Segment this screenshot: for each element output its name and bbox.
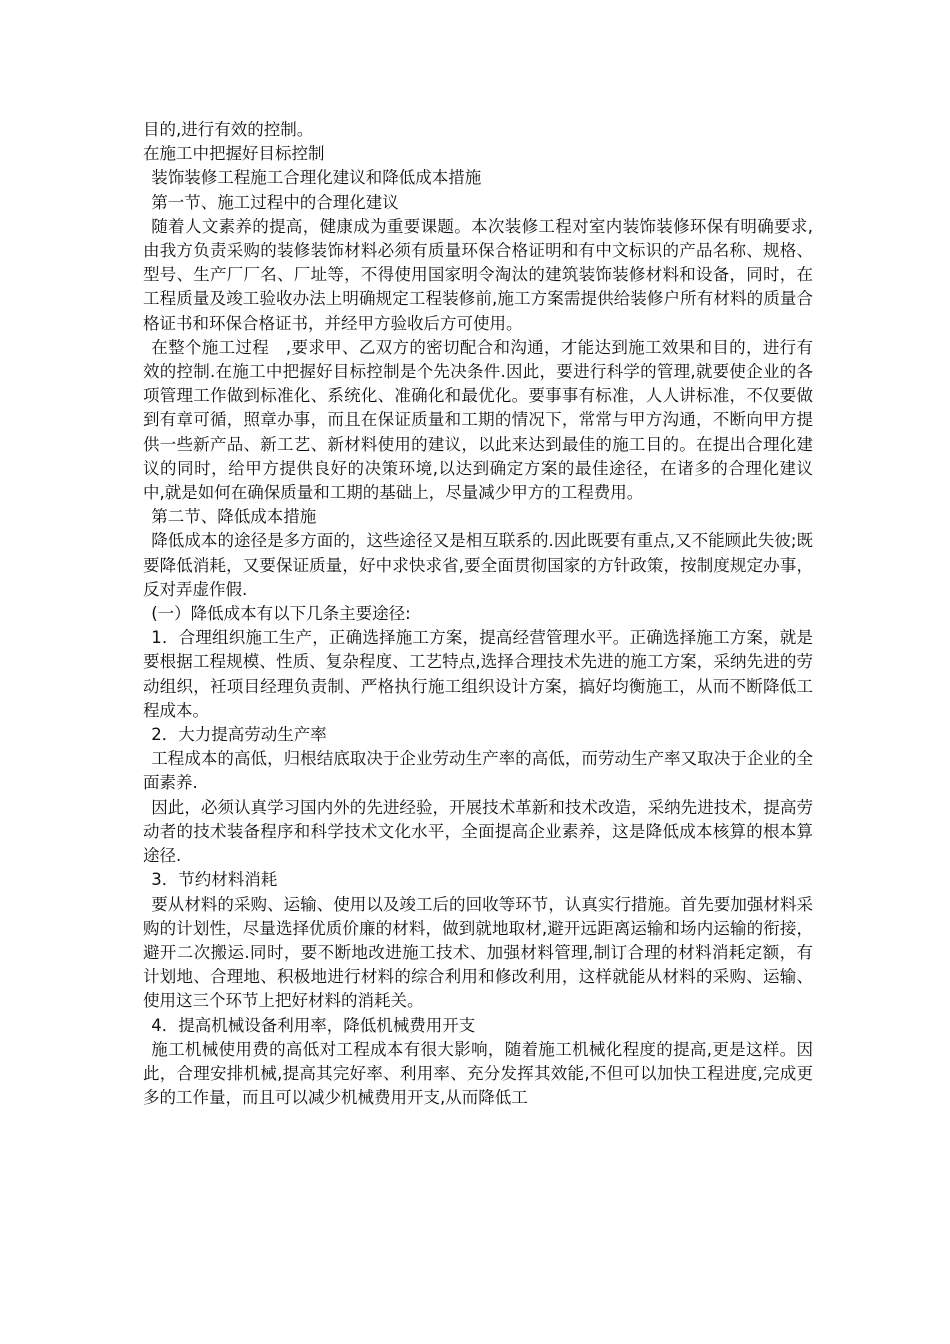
paragraph-cost-reduction: 降低成本的途径是多方面的，这些途径又是相互联系的.因此既要有重点,又不能顾此失彼;既要降低消耗，又要保证质量，好中求快求省,要全面贯彻国家的方针政策，按制度规定办事，反对弄虚作假.	[143, 531, 813, 599]
document-body	[143, 118, 813, 1110]
list-heading: (一）降低成本有以下几条主要途径:	[151, 604, 411, 624]
paragraph-productivity: 工程成本的高低，归根结底取决于企业劳动生产率的高低，而劳动生产率又取决于企业的全面素养.	[143, 749, 813, 793]
paragraph-target-control: 在施工中把握好目标控制	[143, 144, 325, 164]
list-item-1: 1．合理组织施工生产，正确选择施工方案，提高经营管理水平。正确选择施工方案，就是要根据工程规模、性质、复杂程度、工艺特点,选择合理技术先进的施工方案，采纳先进的劳动组织，衽项目经理负责制、严格执行施工组织设计方案，搞好均衡施工，从而不断降低工程成本。	[143, 628, 813, 720]
paragraph-construction-process: 在整个施工过程 ,要求甲、乙双方的密切配合和沟通，才能达到施工效果和目的，进行有效的控制.在施工中把握好目标控制是个先决条件.因此，要进行科学的管理,就要使企业的各项管理工作做到标准化、系统化、准确化和最优化。要事事有标准，人人讲标准，不仅要做到有章可循，照章办事，而且在保证质量和工期的情况下，常常与甲方沟通，不断向甲方提供一些新产品、新工艺、新材料使用的建议，以此来达到最佳的施工目的。在提出合理化建议的同时，给甲方提供良好的决策环境,以达到确定方案的最佳途径，在诸多的合理化建议中,就是如何在确保质量和工期的基础上，尽量减少甲方的工程费用。	[143, 337, 813, 503]
paragraph-environment: 随着人文素养的提高，健康成为重要课题。本次装修工程对室内装饰装修环保有明确要求,由我方负责采购的装修装饰材料必须有质量环保合格证明和有中文标识的产品名称、规格、型号、生产厂厂名、厂址等，不得使用国家明令淘汰的建筑装饰装修材料和设备，同时，在工程质量及竣工验收办法上明确规定工程装修前,施工方案需提供给装修户所有材料的质量合格证书和环保合格证书，并经甲方验收后方可使用。	[143, 216, 813, 333]
list-item-2-title: 2．大力提高劳动生产率	[151, 725, 327, 745]
paragraph-continuation: 目的,进行有效的控制。	[143, 120, 314, 139]
paragraph-therefore: 因此，必须认真学习国内外的先进经验，开展技术革新和技术改造，采纳先进技术，提高劳动者的技术装备程序和科学技术文化水平，全面提高企业素养，这是降低成本核算的根本算途径.	[143, 797, 813, 866]
chapter-title: 装饰装修工程施工合理化建议和降低成本措施	[151, 168, 482, 188]
paragraph-materials: 要从材料的采购、运输、使用以及竣工后的回收等环节，认真实行措施。首先要加强材料采购的计划性，尽量选择优质价廉的材料，做到就地取材,避开远距离运输和场内运输的衔接，避开二次搬运.同时，要不断地改进施工技术、加强材料管理,制订合理的材料消耗定额，有计划地、合理地、积极地进行材料的综合利用和修改利用，这样就能从材料的采购、运输、使用这三个环节上把好材料的消耗关。	[143, 894, 813, 1011]
section-title-1: 第一节、施工过程中的合理化建议	[151, 192, 399, 212]
section-title-2: 第二节、降低成本措施	[151, 507, 317, 527]
list-item-3-title: 3．节约材料消耗	[151, 870, 278, 890]
list-item-4-title: 4．提高机械设备利用率，降低机械费用开支	[151, 1015, 476, 1035]
paragraph-machinery: 施工机械使用费的高低对工程成本有很大影响，随着施工机械化程度的提高,更是这样。因此，合理安排机械,提高其完好率、利用率、充分发挥其效能,不但可以加快工程进度,完成更多的工作量，而且可以减少机械费用开支,从而降低工	[143, 1039, 813, 1108]
